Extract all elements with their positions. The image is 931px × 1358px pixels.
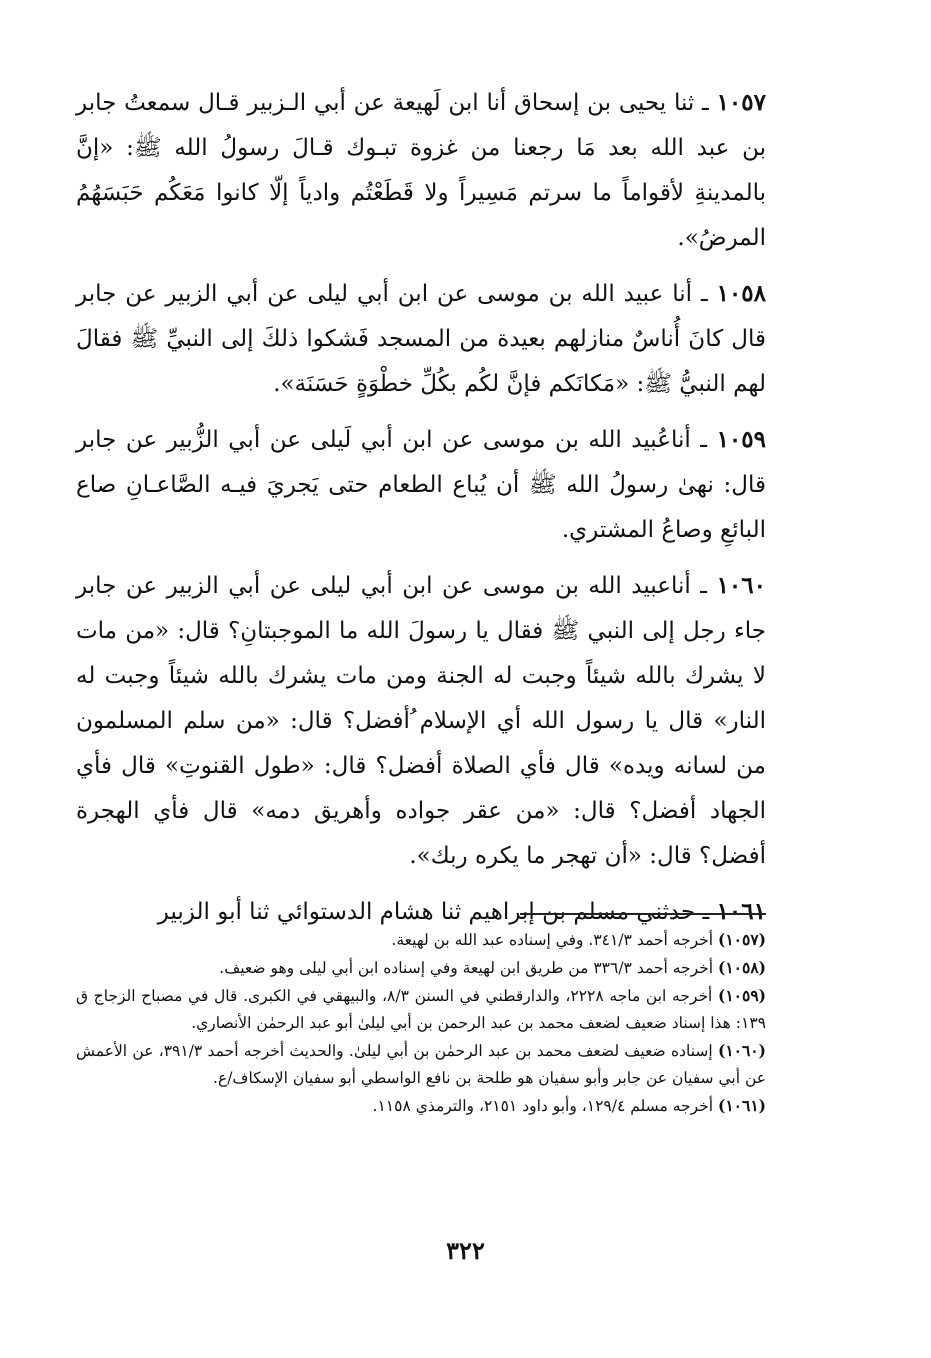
hadith-1060: ١٠٦٠ ـ أناعبيد الله بن موسى عن ابن أبي ليلى عن أبي الزبير عن جابر جاء رجل إلى النبي ﷺ فقال يا رسولَ الله ما الموجبتانِ؟ قال: «من مات لا يشرك بالله شيئاً وجبت له الجنة ومن مات يشرك بالله شيئاً وجبت له النار» قال يا رسول الله أي الإسلام ُأفضل؟ قال: «من سلم المسلمون من لسانه ويده» قال فأي الصلاة أفضل؟ قال: «طول القنوتِ» قال فأي الجهاد أفضل؟ قال: «من عقر جواده وأهريق دمه» قال فأي الهجرة أفضل؟ قال: «أن تهجر ما يكره ربك». [76,572,766,869]
footnote-1059 [76,982,766,1037]
hadith-text: أناعُبيد الله بن موسى عن ابن أبي لَيلى عن أبي الزُّبير عن جابر قال: نهىٰ رسولُ الله ﷺ أن يُباع الطعام حتى يَجريَ فيـه الصَّاعـانِ صاع البائعِ وصاعُ المشتري. [76,427,766,543]
footnote-1058 [76,954,766,982]
footnote-1061 [76,1092,766,1120]
hadith-1061: ١٠٦١ ـ حدثني مسلم بن إبراهيم ثنا هشام الدستوائي ثنا أبو الزبير [157,898,766,925]
footnote-separator [520,913,766,915]
hadith-number: ١٠٥٧ [716,89,766,116]
hadith-number: ١٠٦٠ [716,572,766,599]
footnote-1057 [76,926,766,954]
hadith-1059: ١٠٥٩ ـ أناعُبيد الله بن موسى عن ابن أبي لَيلى عن أبي الزُّبير عن جابر قال: نهىٰ رسولُ الله ﷺ أن يُباع الطعام حتى يَجريَ فيـه الصَّاعـانِ صاع البائعِ وصاعُ المشتري. [76,426,766,543]
footnotes-section [76,926,766,1120]
footnote-number: (١٠٦٠) [717,1041,766,1060]
hadith-text: ثنا يحيى بن إسحاق أنا ابن لَهيعة عن أبي الـزبير قـال سمعتُ جابر بن عبد الله بعد مَا رجعنا من غزوة تبـوك قـالَ رسولُ الله ﷺ: «إنَّ بالمدينةِ لأقواماً ما سرتم مَسِيراً ولا قَطَعْتُم وادياً إلّا كانوا مَعَكُم حَبَسَهُمُ المرضُ». [76,90,766,251]
footnote-text: إسناده ضعيف لضعف محمد بن عبد الرحمٰن بن أبي ليلىٰ. والحديث أخرجه أحمد ٣٩١/٣، عن الأعمش عن أبي سفيان عن جابر وأبو سفيان هو طلحة بن نافع الواسطي أبو سفيان الإسكاف/ع. [76,1042,766,1087]
hadith-1058: ١٠٥٨ ـ أنا عبيد الله بن موسى عن ابن أبي ليلى عن أبي الزبير عن جابر قال كانَ أُناسٌ منازلهم بعيدة من المسجد فَشكوا ذلكَ إلى النبيِّ ﷺ فقالَ لهم النبيُّ ﷺ: «مَكانَكم فإنَّ لكُم بكُلِّ خطْوَةٍ حَسَنَة». [76,280,766,397]
footnote-text: أخرجه أحمد ٣٤١/٣. وفي إسناده عبد الله بن لهيعة. [391,931,714,949]
footnote-1060 [76,1037,766,1092]
hadith-text: أنا عبيد الله بن موسى عن ابن أبي ليلى عن أبي الزبير عن جابر قال كانَ أُناسٌ منازلهم بعيدة من المسجد فَشكوا ذلكَ إلى النبيِّ ﷺ فقالَ لهم النبيُّ ﷺ: «مَكانَكم فإنَّ لكُم بكُلِّ خطْوَةٍ حَسَنَة». [76,281,766,397]
footnote-number: (١٠٦١) [718,1096,766,1115]
footnote-number: (١٠٥٩) [718,986,766,1005]
hadith-number: ١٠٥٩ [716,426,766,453]
footnote-text: أخرجه مسلم ١٢٩/٤، وأبو داود ٢١٥١، والترمذي ١١٥٨. [372,1097,714,1115]
hadith-text: أناعبيد الله بن موسى عن ابن أبي ليلى عن أبي الزبير عن جابر جاء رجل إلى النبي ﷺ فقال يا رسولَ الله ما الموجبتانِ؟ قال: «من مات لا يشرك بالله شيئاً وجبت له الجنة ومن مات يشرك بالله شيئاً وجبت له النار» قال يا رسول الله أي الإسلام ُأفضل؟ قال: «من سلم المسلمون من لسانه ويده» قال فأي الصلاة أفضل؟ قال: «طول القنوتِ» قال فأي الجهاد أفضل؟ قال: «من عقر جواده وأهريق دمه» قال فأي الهجرة أفضل؟ قال: «أن تهجر ما يكره ربك». [76,573,766,869]
page-number: ٣٢٢ [446,1236,485,1265]
footnote-text: أخرجه ابن ماجه ٢٢٢٨، والدارقطني في السنن ٨/٣، والبيهقي في الكبرى. قال في مصباح الزجاج ق ١٣٩: هذا إسناد ضعيف لضعف محمد بن عبد الرحمن بن أبي ليلىٰ أبو عبد الرحمٰن الأنصاري. [76,987,766,1032]
footnote-number: (١٠٥٨) [718,958,766,977]
footnote-text: أخرجه أحمد ٣٣٦/٣ من طريق ابن لهيعة وفي إسناده ابن أبي ليلى وهو ضعيف. [219,959,714,977]
hadith-number: ١٠٦١ [716,898,766,925]
hadith-text: حدثني مسلم بن إبراهيم ثنا هشام الدستوائي ثنا أبو الزبير [157,899,696,925]
hadith-1057: ١٠٥٧ ـ ثنا يحيى بن إسحاق أنا ابن لَهيعة عن أبي الـزبير قـال سمعتُ جابر بن عبد الله بعد مَا رجعنا من غزوة تبـوك قـالَ رسولُ الله ﷺ: «إنَّ بالمدينةِ لأقواماً ما سرتم مَسِيراً ولا قَطَعْتُم وادياً إلّا كانوا مَعَكُم حَبَسَهُمُ المرضُ». [76,89,766,251]
main-text-body [76,80,766,945]
footnote-number: (١٠٥٧) [718,930,766,949]
hadith-number: ١٠٥٨ [716,280,766,307]
